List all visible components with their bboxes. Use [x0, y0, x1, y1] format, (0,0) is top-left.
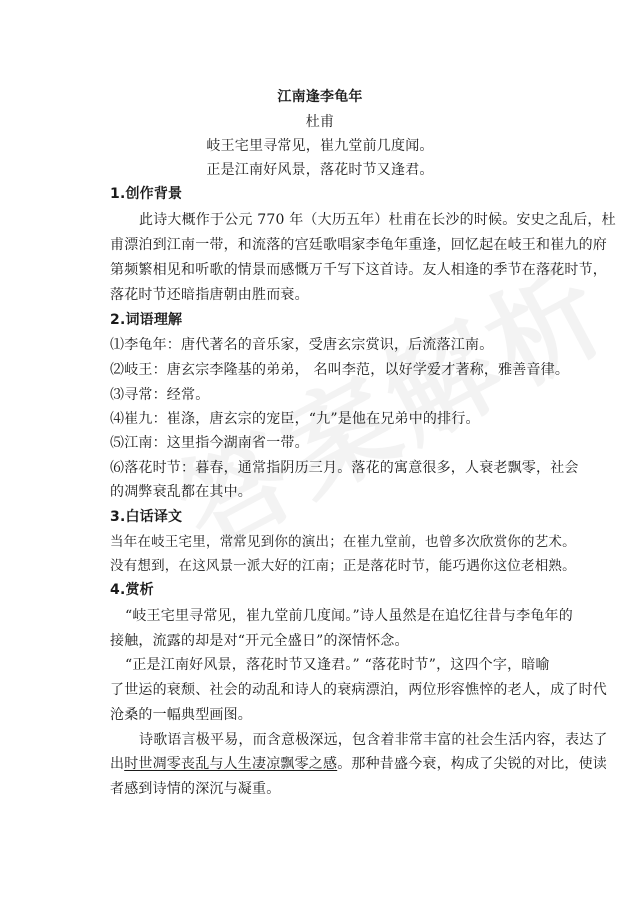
appreciation-line-1: “岐王宅里寻常见，崔九堂前几度闻。”诗人虽然是在追忆往昔与李龟年的	[125, 608, 573, 624]
section-heading-translation: 3.白话译文	[110, 509, 183, 525]
underlined-phrase: 时世凋零丧乱与人生凄凉飘零之感	[124, 756, 338, 772]
poem-line-2: 正是江南好风景，落花时节又逢君。	[206, 162, 434, 178]
background-line-3: 第频繁相见和听歌的情景而感慨万千写下这首诗。友人相逢的季节在落花时节，	[110, 262, 607, 278]
vocab-item-6-continued: 的凋弊衰乱都在其中。	[110, 484, 252, 500]
vocab-item-2: ⑵岐王：唐玄宗李隆基的弟弟， 名叫李范，以好学爱才著称，雅善音律。	[110, 362, 570, 378]
background-line-4: 落花时节还暗指唐朝由胜而衰。	[110, 287, 309, 303]
appreciation-line-7-period: 。	[337, 756, 352, 772]
appreciation-line-2: 接触，流露的却是对“开元全盛日”的深情怀念。	[110, 633, 409, 649]
appreciation-line-7-prefix: 出	[110, 756, 125, 772]
appreciation-line-5: 沧桑的一幅典型画图。	[110, 707, 252, 723]
poem-line-1: 岐王宅里寻常见，崔九堂前几度闻。	[206, 138, 434, 154]
vocab-item-5: ⑸江南：这里指今湖南省一带。	[110, 435, 309, 451]
section-heading-background: 1.创作背景	[110, 186, 183, 202]
vocab-item-4: ⑷崔九：崔涤，唐玄宗的宠臣，“九”是他在兄弟中的排行。	[110, 411, 480, 427]
translation-line-2: 没有想到，在这风景一派大好的江南；正是落花时节，能巧遇你这位老相熟。	[110, 558, 576, 574]
appreciation-line-8: 者感到诗情的深沉与凝重。	[110, 781, 281, 797]
background-line-1: 此诗大概作于公元 770 年（大历五年）杜甫在长沙的时候。安史之乱后，杜	[139, 212, 616, 228]
translation-line-1: 当年在岐王宅里，常常见到你的演出；在崔九堂前，也曾多次欣赏你的艺术。	[110, 534, 576, 550]
vocab-item-6: ⑹落花时节：暮春，通常指阴历三月。落花的寓意很多，人衰老飘零，社会	[110, 460, 579, 476]
appreciation-line-3: “正是江南好风景，落花时节又逢君。” “落花时节”，这四个字，暗喻	[125, 657, 550, 673]
background-line-2: 甫漂泊到江南一带，和流落的宫廷歌唱家李龟年重逢，回忆起在岐王和崔九的府	[110, 237, 607, 253]
appreciation-line-7	[110, 755, 607, 773]
appreciation-line-7-rest: 那种昔盛今衰，构成了尖锐的对比，使读	[351, 756, 608, 772]
section-heading-appreciation: 4.赏析	[110, 582, 154, 598]
poem-title: 江南逢李龟年	[277, 89, 363, 105]
section-heading-vocabulary: 2.词语理解	[110, 312, 183, 328]
poem-author: 杜甫	[305, 114, 335, 130]
appreciation-line-4: 了世运的衰颓、社会的动乱和诗人的衰病漂泊，两位形容憔悴的老人，成了时代	[110, 682, 607, 698]
vocab-item-1: ⑴李龟年：唐代著名的音乐家，受唐玄宗赏识，后流落江南。	[110, 337, 494, 353]
appreciation-line-6: 诗歌语言极平易，而含意极深远，包含着非常丰富的社会生活内容，表达了	[139, 732, 608, 748]
vocab-item-3: ⑶寻常：经常。	[110, 387, 210, 403]
